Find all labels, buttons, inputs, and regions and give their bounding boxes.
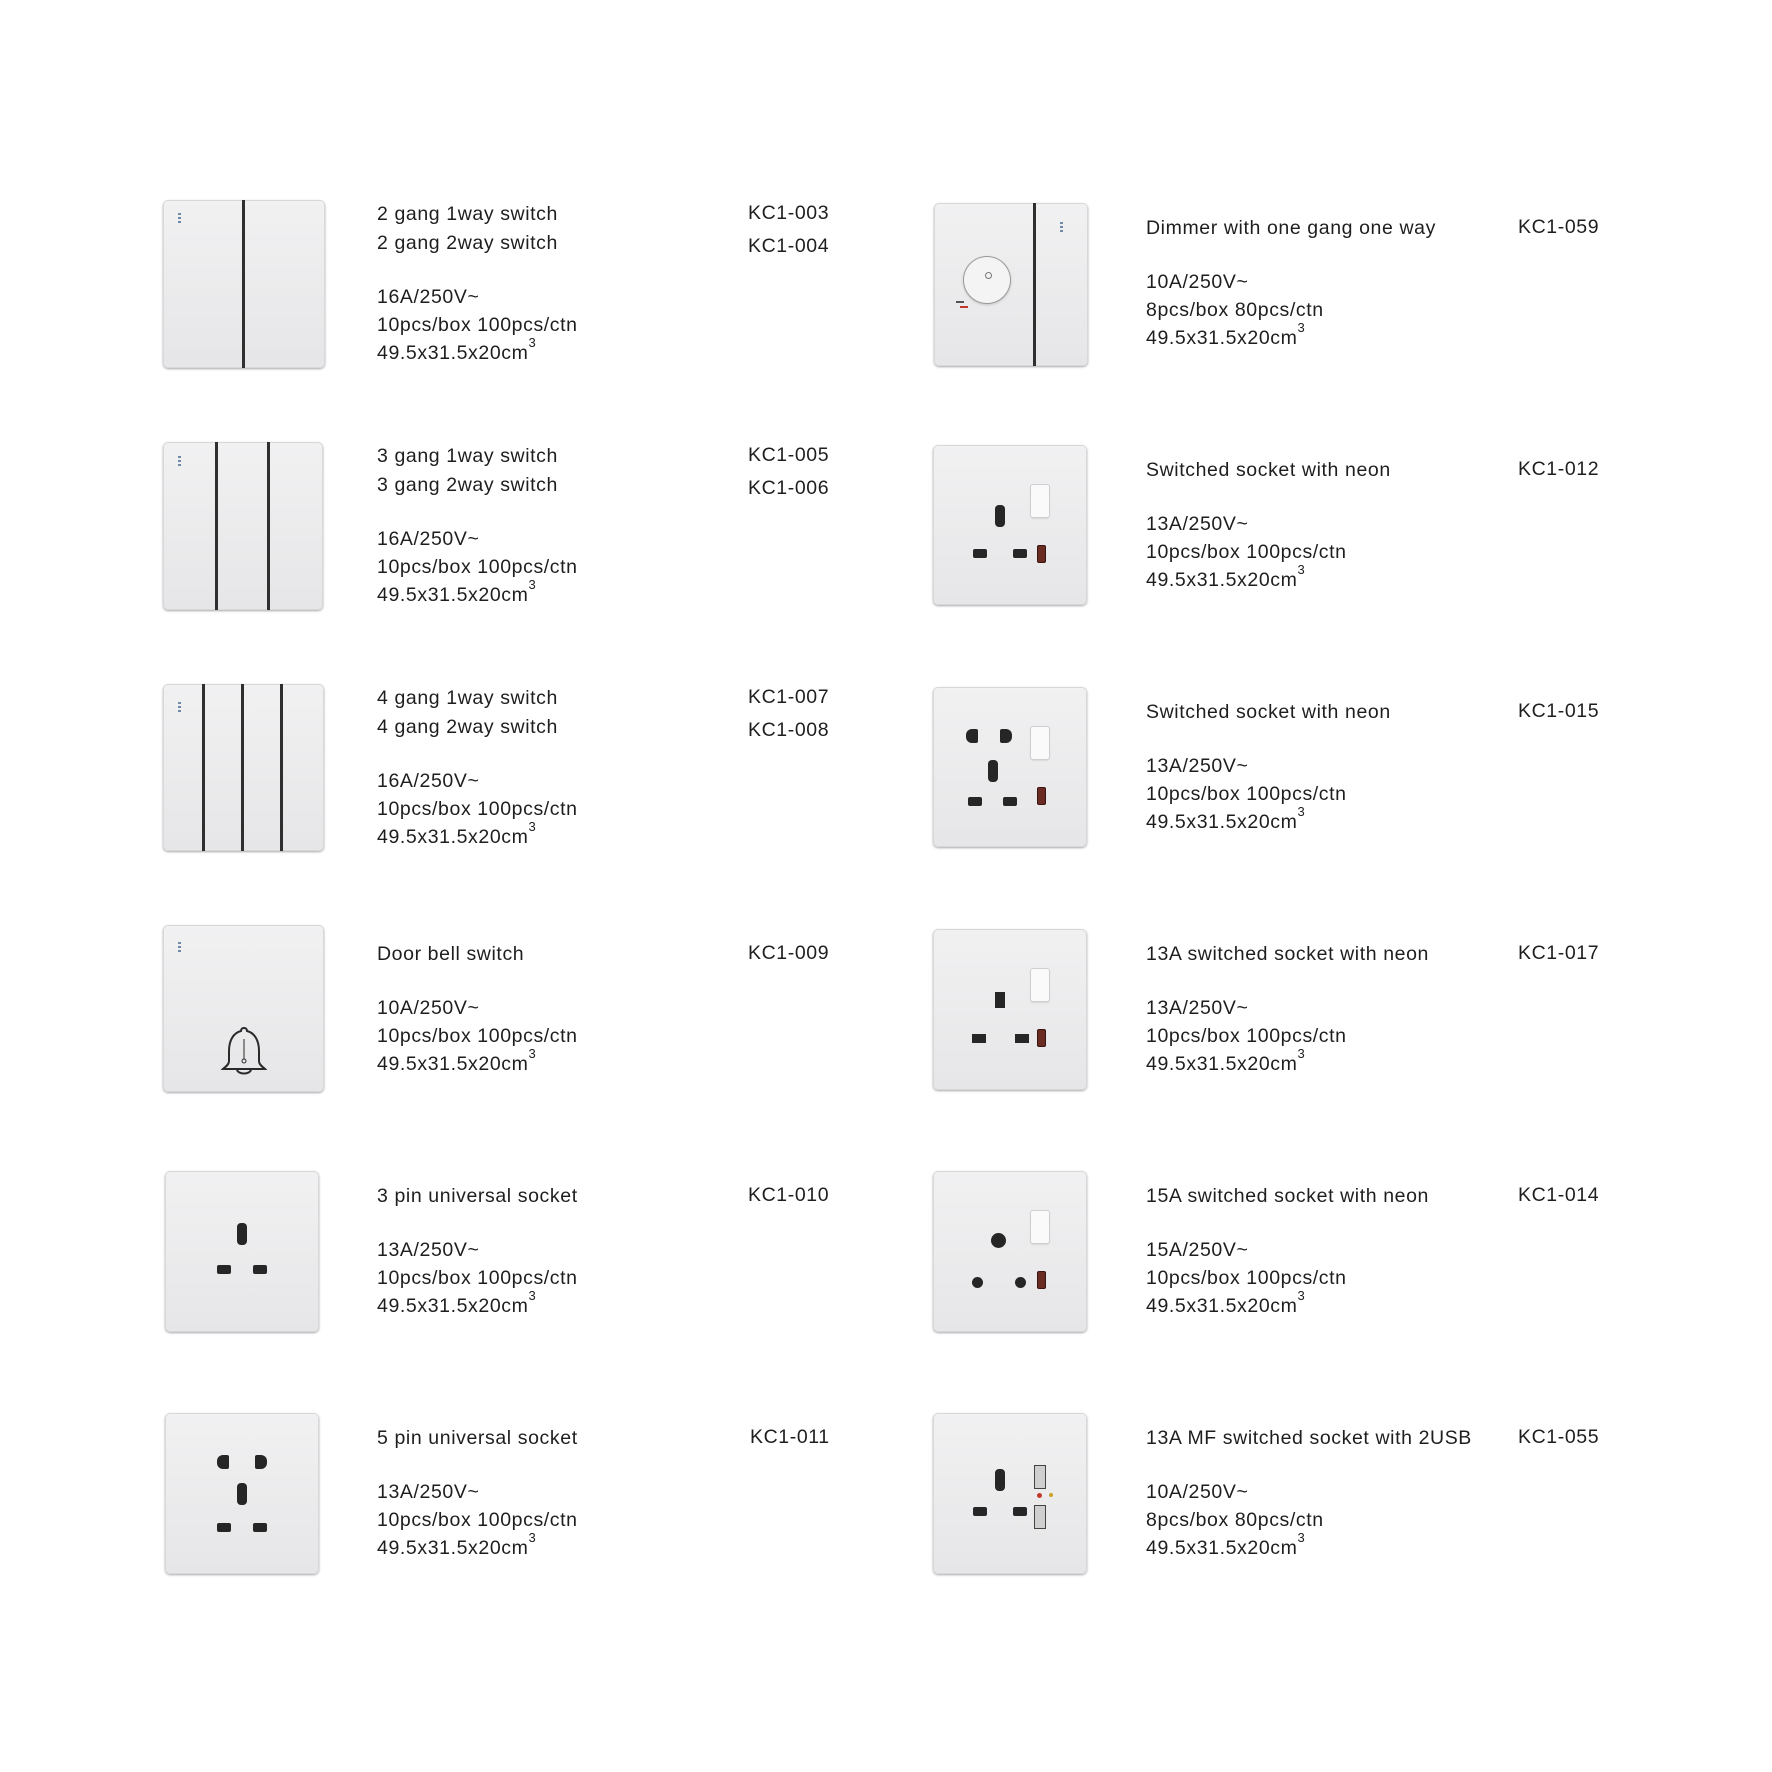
product-code: KC1-059	[1518, 216, 1600, 238]
product-code: KC1-004	[748, 235, 830, 257]
packing: 10pcs/box 100pcs/ctn	[377, 314, 578, 336]
carton-size: $49.5x31.5x20cm^3$	[1146, 1530, 1306, 1559]
door-bell-switch-icon	[163, 925, 324, 1092]
packing: 10pcs/box 100pcs/ctn	[377, 1025, 578, 1047]
round-pin-15a-socket-icon	[933, 1171, 1087, 1332]
product-code: KC1-009	[748, 942, 830, 964]
rating: 16A/250V~	[377, 528, 480, 550]
rating: 13A/250V~	[1146, 513, 1249, 535]
product-code: KC1-007	[748, 686, 830, 708]
carton-size: $49.5x31.5x20cm^3$	[377, 577, 537, 606]
packing: 10pcs/box 100pcs/ctn	[1146, 783, 1347, 805]
product-name: 13A switched socket with neon	[1146, 943, 1429, 965]
product-code: KC1-003	[748, 202, 830, 224]
rating: 10A/250V~	[1146, 1481, 1249, 1503]
packing: 8pcs/box 80pcs/ctn	[1146, 1509, 1324, 1531]
rating: 13A/250V~	[377, 1239, 480, 1261]
carton-size: $49.5x31.5x20cm^3$	[377, 1046, 537, 1075]
three-gang-switch-icon	[163, 442, 323, 610]
product-code: KC1-015	[1518, 700, 1600, 722]
rating: 13A/250V~	[1146, 755, 1249, 777]
rating: 16A/250V~	[377, 770, 480, 792]
product-name: 3 gang 2way switch	[377, 474, 558, 496]
rating: 13A/250V~	[1146, 997, 1249, 1019]
product-name: Switched socket with neon	[1146, 701, 1391, 723]
product-name: Dimmer with one gang one way	[1146, 217, 1436, 239]
product-code: KC1-008	[748, 719, 830, 741]
carton-size: $49.5x31.5x20cm^3$	[1146, 1288, 1306, 1317]
packing: 10pcs/box 100pcs/ctn	[377, 1267, 578, 1289]
product-name: 13A MF switched socket with 2USB	[1146, 1427, 1472, 1449]
rating: 15A/250V~	[1146, 1239, 1249, 1261]
product-name: 5 pin universal socket	[377, 1427, 578, 1449]
product-code: KC1-055	[1518, 1426, 1600, 1448]
rating: 16A/250V~	[377, 286, 480, 308]
carton-size: $49.5x31.5x20cm^3$	[377, 819, 537, 848]
usb-socket-icon	[933, 1413, 1087, 1574]
carton-size: $49.5x31.5x20cm^3$	[377, 335, 537, 364]
packing: 10pcs/box 100pcs/ctn	[377, 1509, 578, 1531]
product-name: 2 gang 1way switch	[377, 203, 558, 225]
product-name: Switched socket with neon	[1146, 459, 1391, 481]
bell-icon	[219, 1025, 269, 1077]
carton-size: $49.5x31.5x20cm^3$	[1146, 320, 1306, 349]
carton-size: $49.5x31.5x20cm^3$	[1146, 562, 1306, 591]
product-code: KC1-012	[1518, 458, 1600, 480]
rating: 13A/250V~	[377, 1481, 480, 1503]
carton-size: $49.5x31.5x20cm^3$	[377, 1288, 537, 1317]
four-gang-switch-icon	[163, 684, 324, 851]
carton-size: $49.5x31.5x20cm^3$	[1146, 804, 1306, 833]
product-code: KC1-005	[748, 444, 830, 466]
dimmer-switch-icon	[934, 203, 1088, 366]
two-gang-switch-icon	[163, 200, 325, 368]
product-code: KC1-014	[1518, 1184, 1600, 1206]
product-name: 3 gang 1way switch	[377, 445, 558, 467]
five-pin-universal-socket-icon	[165, 1413, 319, 1574]
packing: 10pcs/box 100pcs/ctn	[1146, 1267, 1347, 1289]
product-name: 4 gang 1way switch	[377, 687, 558, 709]
packing: 10pcs/box 100pcs/ctn	[377, 556, 578, 578]
product-name: 15A switched socket with neon	[1146, 1185, 1429, 1207]
packing: 10pcs/box 100pcs/ctn	[1146, 1025, 1347, 1047]
rating: 10A/250V~	[1146, 271, 1249, 293]
product-name: Door bell switch	[377, 943, 525, 965]
product-name: 4 gang 2way switch	[377, 716, 558, 738]
rating: 10A/250V~	[377, 997, 480, 1019]
packing: 10pcs/box 100pcs/ctn	[377, 798, 578, 820]
product-code: KC1-011	[750, 1426, 830, 1448]
product-code: KC1-017	[1518, 942, 1600, 964]
switched-five-pin-socket-icon	[933, 687, 1087, 847]
product-code: KC1-006	[748, 477, 830, 499]
product-name: 3 pin universal socket	[377, 1185, 578, 1207]
switched-universal-socket-icon	[933, 445, 1087, 605]
product-code: KC1-010	[748, 1184, 830, 1206]
packing: 8pcs/box 80pcs/ctn	[1146, 299, 1324, 321]
product-name: 2 gang 2way switch	[377, 232, 558, 254]
uk-13a-socket-icon	[933, 929, 1087, 1090]
packing: 10pcs/box 100pcs/ctn	[1146, 541, 1347, 563]
three-pin-universal-socket-icon	[165, 1171, 319, 1332]
carton-size: $49.5x31.5x20cm^3$	[1146, 1046, 1306, 1075]
carton-size: $49.5x31.5x20cm^3$	[377, 1530, 537, 1559]
